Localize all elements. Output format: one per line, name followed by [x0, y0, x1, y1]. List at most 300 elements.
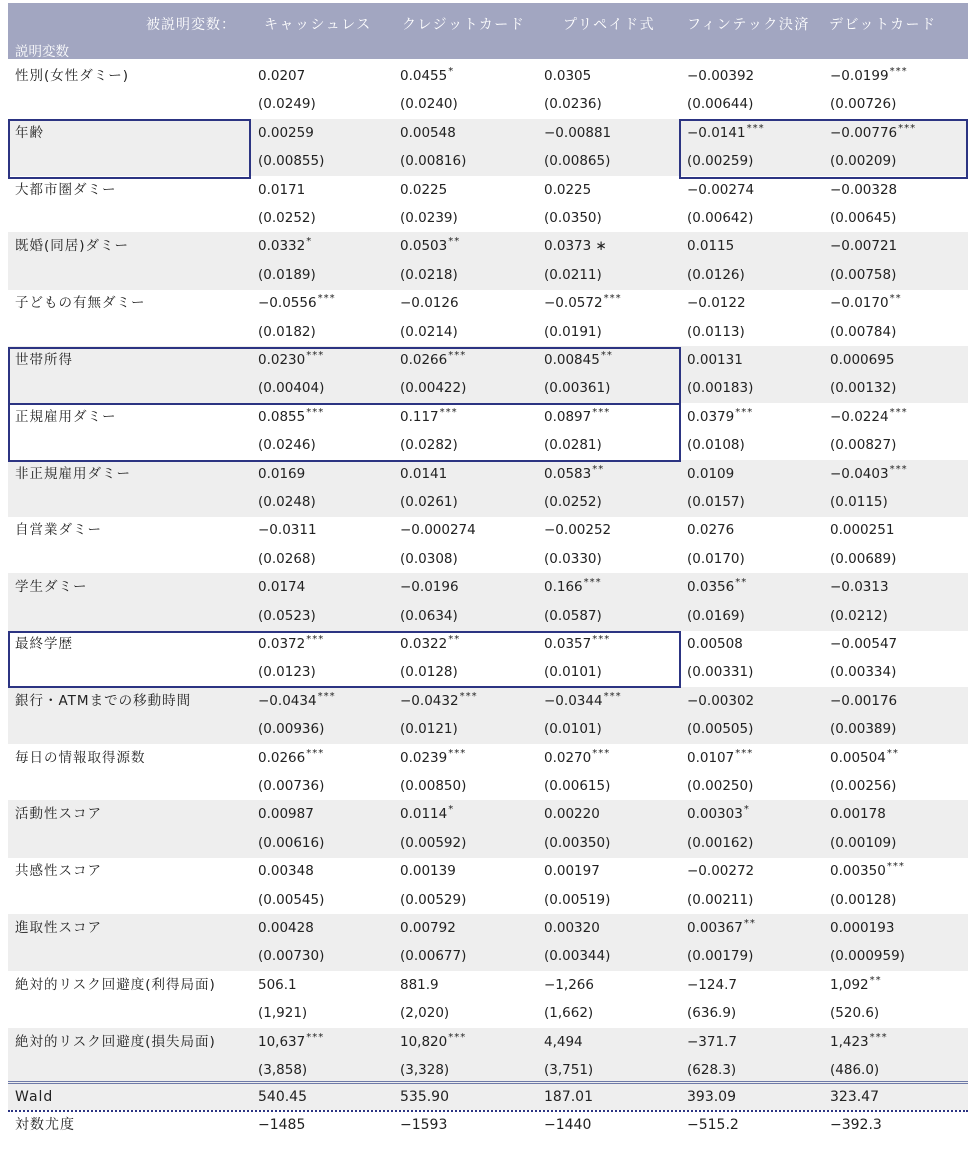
table-row	[8, 62, 968, 91]
coefficient-value: 0.0109	[687, 465, 735, 482]
coefficient-cell	[400, 1028, 466, 1057]
standard-error-value: (0.00162)	[687, 834, 754, 851]
variable-label: 学生ダミー	[15, 579, 88, 596]
standard-error-value: (0.0101)	[544, 721, 602, 738]
column-header-debit-card: デビットカード	[829, 17, 937, 33]
standard-error-value: (0.0587)	[544, 607, 602, 624]
significance-stars: ***	[603, 293, 622, 305]
table-row	[8, 573, 968, 602]
coefficient-value: 0.0266	[258, 749, 306, 766]
coefficient-cell	[544, 516, 612, 545]
standard-error-value: (3,328)	[400, 1062, 450, 1078]
coefficient-value: 0.00131	[687, 352, 743, 368]
standard-error-value: (0.00936)	[258, 721, 325, 738]
significance-stars: ***	[459, 690, 478, 702]
standard-error-value: (1,921)	[258, 1005, 308, 1022]
significance-stars: ***	[448, 747, 467, 759]
coefficient-value: −0.0122	[687, 295, 746, 312]
significance-stars: ***	[603, 690, 622, 702]
coefficient-cell	[687, 346, 744, 375]
coefficient-value: −0.00302	[687, 692, 755, 709]
significance-stars: ***	[306, 634, 325, 645]
coefficient-cell	[830, 232, 898, 261]
coefficient-cell	[830, 346, 895, 375]
coefficient-value: 0.00320	[544, 920, 600, 936]
significance-stars: **	[886, 747, 899, 759]
standard-error-value: (0.00250)	[687, 778, 754, 794]
coefficient-cell	[258, 630, 324, 659]
standard-error-value: (1,662)	[544, 1005, 594, 1022]
variable-label: 世帯所得	[15, 352, 73, 368]
standard-error-value: (0.00726)	[830, 96, 897, 113]
table-row	[8, 602, 968, 631]
coefficient-cell	[544, 573, 602, 602]
coefficient-cell	[687, 573, 747, 602]
standard-error-value: (0.00361)	[544, 380, 611, 397]
coefficient-value: 0.00197	[544, 863, 600, 880]
significance-stars: ***	[898, 122, 917, 134]
coefficient-cell	[544, 289, 622, 318]
variable-label: 大都市圏ダミー	[15, 181, 117, 198]
standard-error-value: (0.0128)	[400, 664, 458, 681]
standard-error-value: (0.0113)	[687, 323, 745, 340]
table-header	[8, 3, 968, 59]
variable-label: 銀行・ATMまでの移動時間	[15, 692, 192, 709]
coefficient-cell	[830, 800, 887, 829]
coefficient-value: 0.0503	[400, 238, 448, 255]
variable-label: 活動性スコア	[15, 806, 102, 823]
table-row	[8, 431, 968, 460]
coefficient-cell	[258, 403, 324, 432]
stats-row-wald	[8, 1085, 968, 1110]
variable-label: 子どもの有無ダミー	[15, 295, 146, 312]
coefficient-value: −0.00721	[830, 238, 898, 255]
coefficient-value: 0.0276	[687, 522, 735, 539]
significance-stars: ***	[592, 634, 611, 645]
coefficient-cell	[830, 857, 905, 886]
coefficient-value: 0.00259	[258, 124, 314, 141]
significance-stars: ***	[592, 747, 611, 759]
coefficient-cell	[830, 573, 890, 602]
standard-error-value: (0.00179)	[687, 948, 754, 965]
standard-error-value: (0.00615)	[544, 778, 611, 794]
coefficient-cell	[400, 176, 448, 205]
significance-stars: ***	[889, 463, 908, 475]
coefficient-value: 0.0171	[258, 181, 306, 198]
coefficient-cell	[687, 460, 735, 489]
coefficient-cell	[687, 1028, 738, 1057]
stats-value: 540.45	[258, 1089, 307, 1105]
stats-value: −515.2	[687, 1117, 739, 1133]
significance-stars: ***	[735, 747, 754, 759]
table-row	[8, 261, 968, 290]
coefficient-cell	[258, 857, 315, 886]
significance-stars: **	[448, 236, 461, 248]
coefficient-value: −0.00776	[830, 124, 898, 141]
significance-stars: ***	[889, 66, 908, 77]
coefficient-value: 0.00987	[258, 806, 314, 823]
coefficient-cell	[687, 971, 738, 1000]
standard-error-value: (0.00827)	[830, 437, 897, 454]
stats-label: Wald	[15, 1089, 54, 1105]
significance-stars: ***	[317, 690, 336, 702]
table-row	[8, 857, 968, 886]
standard-error-value: (0.00865)	[544, 153, 611, 170]
coefficient-cell	[830, 516, 895, 545]
coefficient-cell	[830, 176, 898, 205]
coefficient-value: 0.0897	[544, 408, 592, 425]
table-row	[8, 147, 968, 176]
coefficient-cell	[687, 914, 756, 943]
standard-error-value: (0.0157)	[687, 494, 745, 510]
coefficient-value: −0.00328	[830, 181, 898, 198]
coefficient-value: 4,494	[544, 1033, 583, 1050]
coefficient-cell	[544, 687, 622, 716]
table-row	[8, 886, 968, 915]
standard-error-value: (0.0170)	[687, 550, 745, 567]
significance-stars: **	[448, 634, 461, 645]
dependent-variable-label: 被説明変数：	[146, 17, 236, 33]
standard-error-value: (0.0169)	[687, 607, 745, 624]
table-row	[8, 715, 968, 744]
coefficient-value: −371.7	[687, 1033, 737, 1050]
coefficient-value: −0.0141	[687, 124, 746, 141]
significance-stars: ***	[889, 406, 908, 418]
coefficient-value: 0.0115	[687, 238, 735, 255]
significance-stars: *	[743, 804, 750, 816]
coefficient-cell	[258, 119, 315, 148]
standard-error-value: (0.00645)	[830, 210, 897, 226]
coefficient-value: −0.0403	[830, 465, 889, 482]
coefficient-value: 0.117	[400, 408, 439, 425]
table-row	[8, 1028, 968, 1057]
coefficient-value: 10,820	[400, 1033, 448, 1050]
standard-error-value: (628.3)	[687, 1062, 737, 1078]
coefficient-cell	[400, 800, 454, 829]
coefficient-cell	[400, 630, 460, 659]
significance-stars: ***	[306, 1031, 325, 1043]
standard-error-value: (0.00644)	[687, 96, 754, 113]
coefficient-value: 0.00303	[687, 806, 743, 823]
coefficient-cell	[258, 744, 324, 773]
coefficient-cell	[400, 971, 440, 1000]
table-row	[8, 545, 968, 574]
standard-error-value: (3,858)	[258, 1062, 308, 1078]
coefficient-cell	[544, 630, 610, 659]
significance-stars: ***	[592, 406, 611, 418]
coefficient-value: 0.0114	[400, 806, 448, 823]
table-row	[8, 999, 968, 1028]
standard-error-value: (520.6)	[830, 1005, 880, 1022]
coefficient-cell	[830, 914, 895, 943]
coefficient-cell	[687, 119, 765, 148]
coefficient-value: 0.0322	[400, 636, 448, 652]
dotted-divider	[8, 1110, 968, 1112]
coefficient-cell	[400, 744, 466, 773]
variable-label: 自営業ダミー	[15, 522, 102, 539]
standard-error-value: (0.00816)	[400, 153, 467, 170]
coefficient-value: −1,266	[544, 976, 594, 993]
standard-error-value: (0.00616)	[258, 834, 325, 851]
variable-label: 毎日の情報取得源数	[15, 749, 146, 766]
coefficient-cell	[400, 119, 457, 148]
standard-error-value: (0.00256)	[830, 778, 897, 794]
significance-stars: ***	[583, 577, 602, 589]
coefficient-value: 0.0270	[544, 749, 592, 766]
coefficient-value: 0.0332	[258, 238, 306, 255]
coefficient-value: −0.0344	[544, 692, 603, 709]
coefficient-cell	[830, 744, 899, 773]
variable-label: 絶対的リスク回避度(利得局面)	[15, 976, 216, 993]
coefficient-cell	[400, 403, 458, 432]
coefficient-value: 0.0107	[687, 749, 735, 766]
coefficient-value: 0.0372	[258, 636, 306, 652]
table-row	[8, 119, 968, 148]
standard-error-value: (0.0211)	[544, 266, 602, 283]
table-row	[8, 374, 968, 403]
coefficient-value: 0.0357	[544, 636, 592, 652]
stats-divider	[8, 1081, 968, 1084]
variable-label: 共感性スコア	[15, 863, 102, 880]
significance-stars: ***	[448, 1031, 467, 1043]
coefficient-cell	[687, 516, 735, 545]
standard-error-value: (0.00404)	[258, 380, 325, 397]
coefficient-cell	[687, 176, 755, 205]
table-row	[8, 460, 968, 489]
coefficient-cell	[830, 460, 908, 489]
standard-error-value: (0.0214)	[400, 323, 458, 340]
standard-error-value: (0.0126)	[687, 266, 745, 283]
standard-error-value: (0.00677)	[400, 948, 467, 965]
coefficient-cell	[258, 1028, 324, 1057]
coefficient-cell	[830, 687, 898, 716]
coefficient-value: 0.0230	[258, 352, 306, 368]
coefficient-cell	[544, 119, 612, 148]
coefficient-value: 0.0141	[400, 465, 448, 482]
coefficient-value: −0.00881	[544, 124, 612, 141]
coefficient-value: 0.00428	[258, 920, 314, 936]
significance-stars: ***	[869, 1031, 888, 1043]
column-header-fintech: フィンテック決済	[687, 17, 810, 33]
standard-error-value: (0.00505)	[687, 721, 754, 738]
standard-error-value: (0.0249)	[258, 96, 316, 113]
standard-error-value: (0.00519)	[544, 891, 611, 908]
explanatory-variable-label: 説明変数	[15, 44, 69, 60]
table-row	[8, 744, 968, 773]
coefficient-value: 10,637	[258, 1033, 306, 1050]
coefficient-value: 0.0207	[258, 68, 306, 84]
variable-label: 非正規雇用ダミー	[15, 465, 131, 482]
coefficient-value: −0.0170	[830, 295, 889, 312]
standard-error-value: (0.00855)	[258, 153, 325, 170]
standard-error-value: (0.0330)	[544, 550, 602, 567]
standard-error-value: (0.00592)	[400, 834, 467, 851]
standard-error-value: (0.0236)	[544, 96, 602, 113]
standard-error-value: (0.0252)	[258, 210, 316, 226]
coefficient-cell	[400, 346, 466, 375]
significance-stars: ***	[746, 122, 765, 134]
significance-stars: **	[869, 974, 882, 986]
significance-stars: ***	[306, 350, 325, 361]
coefficient-cell	[544, 346, 613, 375]
standard-error-value: (0.00259)	[687, 153, 754, 170]
significance-stars: ***	[439, 406, 458, 418]
coefficient-value: 0.00504	[830, 749, 886, 766]
column-header-prepaid: プリペイド式	[563, 17, 656, 33]
table-row	[8, 289, 968, 318]
coefficient-cell	[830, 630, 898, 659]
coefficient-cell	[258, 914, 315, 943]
coefficient-value: 0.0225	[400, 181, 448, 198]
column-header-credit-card: クレジットカード	[402, 17, 526, 33]
standard-error-value: (3,751)	[544, 1062, 594, 1078]
coefficient-value: 0.0855	[258, 408, 306, 425]
standard-error-value: (0.00183)	[687, 380, 754, 397]
coefficient-value: 1,423	[830, 1033, 869, 1050]
coefficient-value: 0.00139	[400, 863, 456, 880]
coefficient-value: 0.00350	[830, 863, 886, 880]
standard-error-value: (0.0239)	[400, 210, 458, 226]
coefficient-value: −0.000274	[400, 522, 476, 539]
coefficient-cell	[830, 1028, 888, 1057]
coefficient-value: 0.000251	[830, 522, 895, 539]
table-row	[8, 971, 968, 1000]
table-row	[8, 772, 968, 801]
coefficient-value: −0.0434	[258, 692, 317, 709]
coefficient-value: −0.0556	[258, 295, 317, 312]
stats-value: −392.3	[830, 1117, 882, 1133]
standard-error-value: (0.00389)	[830, 721, 897, 738]
significance-stars: ***	[448, 350, 467, 361]
coefficient-value: −0.0126	[400, 295, 459, 312]
significance-stars: ***	[317, 293, 336, 305]
coefficient-value: −0.00392	[687, 68, 755, 84]
coefficient-cell	[544, 857, 601, 886]
standard-error-value: (0.0212)	[830, 607, 888, 624]
coefficient-value: 0.0455	[400, 68, 448, 84]
variable-label: 年齢	[15, 124, 44, 141]
significance-stars: **	[735, 577, 748, 589]
coefficient-cell	[544, 914, 601, 943]
standard-error-value: (0.00422)	[400, 380, 467, 397]
coefficient-value: −0.0199	[830, 68, 889, 84]
standard-error-value: (0.00730)	[258, 948, 325, 965]
table-row	[8, 204, 968, 233]
coefficient-cell	[544, 403, 610, 432]
coefficient-cell	[544, 971, 595, 1000]
coefficient-cell	[258, 800, 315, 829]
coefficient-cell	[400, 914, 457, 943]
standard-error-value: (0.000959)	[830, 948, 905, 965]
standard-error-value: (0.00331)	[687, 664, 754, 681]
standard-error-value: (0.0261)	[400, 494, 458, 510]
coefficient-value: 0.00792	[400, 920, 456, 936]
table-row	[8, 658, 968, 687]
coefficient-value: 0.000193	[830, 920, 895, 936]
standard-error-value: (0.0123)	[258, 664, 316, 681]
variable-label: 正規雇用ダミー	[15, 408, 117, 425]
stats-value: 535.90	[400, 1089, 449, 1105]
coefficient-cell	[258, 516, 318, 545]
significance-stars: **	[743, 918, 756, 929]
standard-error-value: (0.00736)	[258, 778, 325, 794]
stats-value: −1485	[258, 1117, 306, 1133]
standard-error-value: (0.00334)	[830, 664, 897, 681]
coefficient-cell	[544, 176, 592, 205]
coefficient-cell	[830, 971, 882, 1000]
coefficient-cell	[687, 744, 753, 773]
variable-label: 既婚(同居)ダミー	[15, 238, 130, 255]
coefficient-cell	[687, 630, 744, 659]
standard-error-value: (0.00642)	[687, 210, 754, 226]
coefficient-value: −0.0572	[544, 295, 603, 312]
coefficient-cell	[687, 62, 755, 91]
coefficient-cell	[687, 800, 750, 829]
standard-error-value: (0.0523)	[258, 607, 316, 624]
standard-error-value: (0.0308)	[400, 550, 458, 567]
table-row	[8, 232, 968, 261]
coefficient-cell	[258, 232, 312, 261]
standard-error-value: (0.0281)	[544, 437, 602, 454]
standard-error-value: (0.0240)	[400, 96, 458, 113]
coefficient-cell	[400, 857, 457, 886]
coefficient-value: 0.00367	[687, 920, 743, 936]
significance-stars: ***	[735, 406, 754, 418]
stats-value: −1440	[544, 1117, 592, 1133]
coefficient-cell	[400, 289, 460, 318]
coefficient-cell	[400, 232, 460, 261]
coefficient-value: 0.00548	[400, 124, 456, 141]
table-row	[8, 829, 968, 858]
coefficient-cell	[687, 687, 755, 716]
coefficient-value: 0.00220	[544, 806, 600, 823]
coefficient-cell	[258, 460, 306, 489]
standard-error-value: (0.0268)	[258, 550, 316, 567]
standard-error-value: (0.00132)	[830, 380, 897, 397]
coefficient-cell	[258, 176, 306, 205]
coefficient-value: 0.000695	[830, 352, 895, 368]
coefficient-cell	[544, 744, 610, 773]
coefficient-cell	[258, 687, 336, 716]
standard-error-value: (0.0252)	[544, 494, 602, 510]
coefficient-cell	[258, 62, 306, 91]
coefficient-cell	[400, 687, 478, 716]
standard-error-value: (0.0248)	[258, 494, 316, 510]
standard-error-value: (0.0115)	[830, 494, 888, 510]
coefficient-cell	[258, 971, 298, 1000]
coefficient-cell	[258, 289, 336, 318]
table-row	[8, 516, 968, 545]
standard-error-value: (0.0350)	[544, 210, 602, 226]
coefficient-value: 0.0239	[400, 749, 448, 766]
column-header-cashless: キャッシュレス	[264, 17, 372, 33]
coefficient-cell	[400, 573, 460, 602]
standard-error-value: (0.00784)	[830, 323, 897, 340]
variable-label: 絶対的リスク回避度(損失局面)	[15, 1033, 216, 1050]
coefficient-value: −0.0311	[258, 522, 317, 539]
coefficient-value: −0.00274	[687, 181, 755, 198]
table-row	[8, 488, 968, 517]
table-row	[8, 800, 968, 829]
standard-error-value: (2,020)	[400, 1005, 450, 1022]
standard-error-value: (0.00529)	[400, 891, 467, 908]
standard-error-value: (0.0182)	[258, 323, 316, 340]
coefficient-cell	[544, 800, 601, 829]
standard-error-value: (0.0108)	[687, 437, 745, 454]
significance-stars: **	[889, 293, 902, 305]
standard-error-value: (0.00211)	[687, 891, 754, 908]
coefficient-value: −0.0432	[400, 692, 459, 709]
